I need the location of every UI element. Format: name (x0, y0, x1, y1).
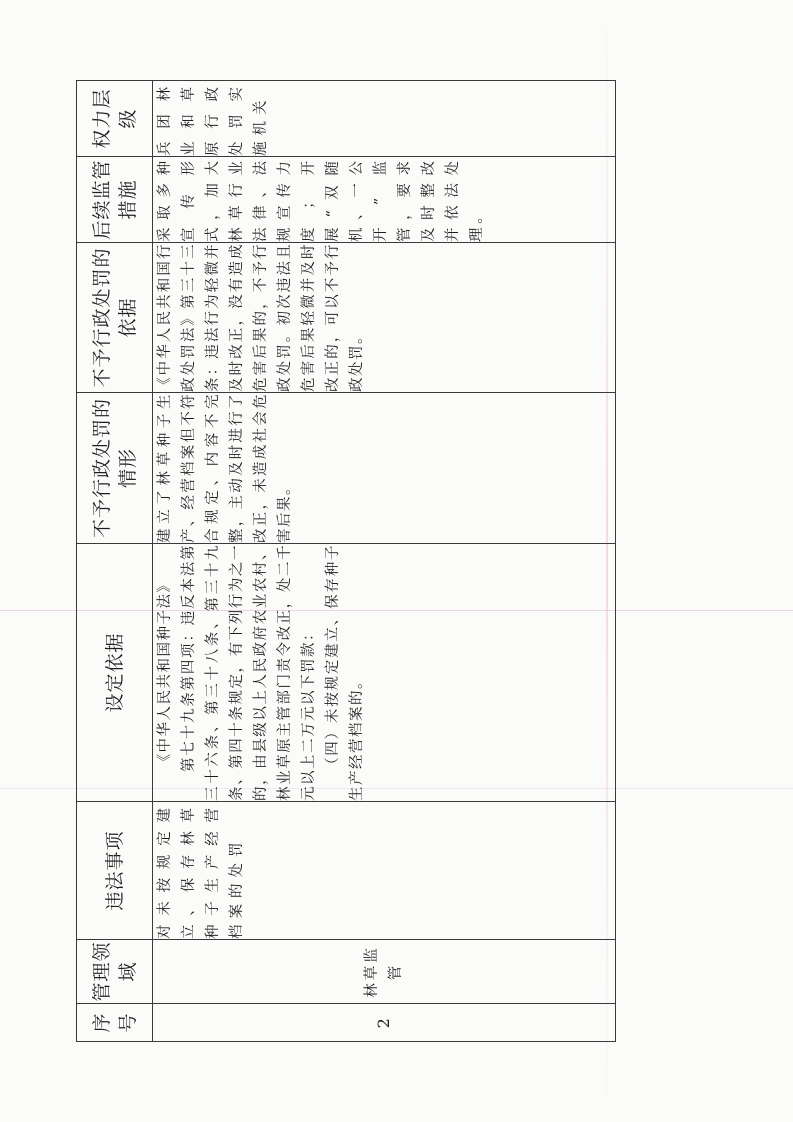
header-legal-basis: 设定依据 (77, 544, 153, 802)
header-no: 序号 (77, 1004, 153, 1042)
rotated-table-wrapper (76, 81, 616, 1042)
basis-body: 第七十九条第四项：违反本法第三十六条、第三十八条、第三十九条、第四十条规定，有下列行为之一的，由县级以上人民政府农业农村、林业草原主管部门责令改正，处二千元以上二万元以下罚款： (181, 544, 317, 801)
row-domain: 林草监管 (153, 940, 616, 1004)
header-authority-level: 权力层级 (77, 81, 153, 157)
row-legal-basis (153, 544, 616, 802)
header-exemption-basis: 不予行政处罚的依据 (77, 243, 153, 393)
basis-item: （四）未按规定建立、保存种子生产经营档案的。 (325, 544, 365, 801)
header-illegal-matter: 违法事项 (77, 802, 153, 940)
penalty-exemption-table (76, 80, 616, 1042)
table-row (153, 81, 616, 1042)
header-followup-measures: 后续监管措施 (77, 157, 153, 243)
row-authority-level: 兵团林业和草原行政处罚实施机关 (153, 81, 616, 157)
row-number: 2 (153, 1004, 616, 1042)
basis-title: 《中华人民共和国种子法》 (157, 576, 173, 769)
header-domain: 管理领域 (77, 940, 153, 1004)
row-illegal-matter: 对未按规定建立、保存林草种子生产经营档案的处罚 (153, 802, 616, 940)
row-exemption-situation: 建立了林草种子生产、经营档案但不符合规定、内容不完整，主动及时进行了改正，未造成社会危害后果。 (153, 393, 616, 544)
header-exemption-situation: 不予行政处罚的情形 (77, 393, 153, 544)
row-followup-measures: 采取多种宣传形式，加大林草行业法律、法规宣传力度；开展“双随机、一公开”监管，要求及时整改并依法处理。 (153, 157, 616, 243)
row-exemption-basis: 《中华人民共和国行政处罚法》第三十三条：违法行为轻微并及时改正，没有造成危害后果的，不予行政处罚。初次违法且危害后果轻微并及时改正的，可以不予行政处罚。 (153, 243, 616, 393)
header-row (77, 81, 153, 1042)
